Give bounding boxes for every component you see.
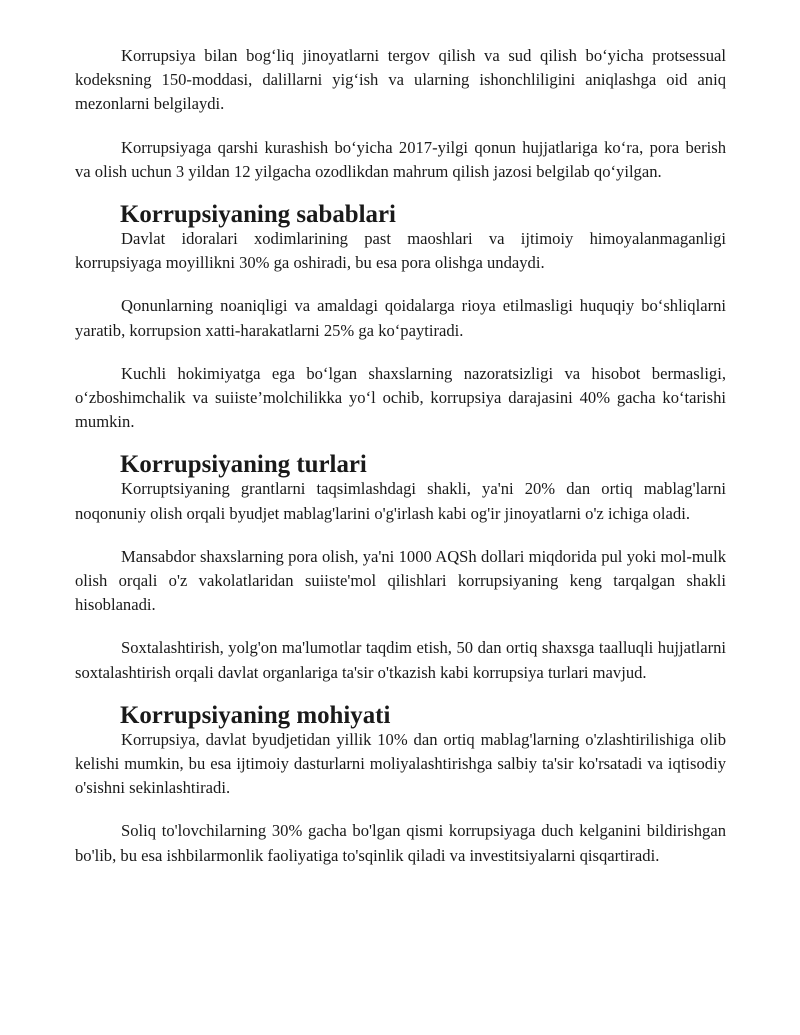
body-paragraph: Mansabdor shaxslarning pora olish, ya'ni 1000 AQSh dollari miqdorida pul yoki mol-mulk olish orqali o'z vakolatlaridan suiiste'mol qilishlari korrupsiyaning keng tarqalgan shakli hisoblanadi. xyxy=(75,546,726,615)
section-heading: Korrupsiyaning turlari xyxy=(120,451,367,479)
document-page xyxy=(75,44,726,868)
intro-paragraph: Korrupsiya bilan bog‘liq jinoyatlarni tergov qilish va sud qilish bo‘yicha protsessual kodeksning 150-moddasi, dalillarni yig‘ish va ularning ishonchliligini aniqlashga oid aniq mezonlarni belgilaydi. xyxy=(75,46,726,114)
body-paragraph: Kuchli hokimiyatga ega bo‘lgan shaxslarning nazoratsizligi va hisobot bermasligi, o‘zboshimchalik va suiiste’molchilikka yo‘l ochib, korrupsiya darajasini 40% gacha ko‘tarishi mumkin. xyxy=(75,363,726,432)
body-paragraph: Korruptsiyaning grantlarni taqsimlashdagi shakli, ya'ni 20% dan ortiq mablag'larni noqonuniy olish orqali byudjet mablag'larini o'g'irlash kabi og'ir jinoyatlarni o'z ichiga oladi. xyxy=(75,479,726,523)
body-paragraph: Davlat idoralari xodimlarining past maoshlari va ijtimoiy himoyalanmaganligi korrupsiyaga moyillikni 30% ga oshiradi, bu esa pora olishga undaydi. xyxy=(75,229,726,273)
section-heading: Korrupsiyaning mohiyati xyxy=(120,701,391,729)
body-paragraph: Soxtalashtirish, yolg'on ma'lumotlar taqdim etish, 50 dan ortiq shaxsga taalluqli hujjatlarni soxtalashtirish orqali davlat organlariga ta'sir o'tkazish kabi korrupsiya turlari mavjud. xyxy=(75,638,726,682)
section-heading: Korrupsiyaning sabablari xyxy=(120,201,396,229)
body-paragraph: Qonunlarning noaniqligi va amaldagi qoidalarga rioya etilmasligi huquqiy bo‘shliqlarni yaratib, korrupsion xatti-harakatlarni 25% ga ko‘paytiradi. xyxy=(75,296,726,340)
intro-paragraph: Korrupsiyaga qarshi kurashish bo‘yicha 2017-yilgi qonun hujjatlariga ko‘ra, pora berish va olish uchun 3 yildan 12 yilgacha ozodlikdan mahrum qilish jazosi belgilab qo‘yilgan. xyxy=(75,137,726,181)
body-paragraph: Korrupsiya, davlat byudjetidan yillik 10% dan ortiq mablag'larning o'zlashtirilishiga olib kelishi mumkin, bu esa ijtimoiy dasturlarni moliyalashtirishga salbiy ta'sir ko'rsatadi va iqtisodiy o'sishni sekinlashtiradi. xyxy=(75,729,726,798)
section-essence xyxy=(75,701,726,868)
section-causes xyxy=(75,203,726,434)
section-types xyxy=(75,453,726,684)
body-paragraph: Soliq to'lovchilarning 30% gacha bo'lgan qismi korrupsiyaga duch kelganini bildirishgan bo'lib, bu esa ishbilarmonlik faoliyatiga to'sqinlik qiladi va investitsiyalarni qisqartiradi. xyxy=(75,821,726,865)
